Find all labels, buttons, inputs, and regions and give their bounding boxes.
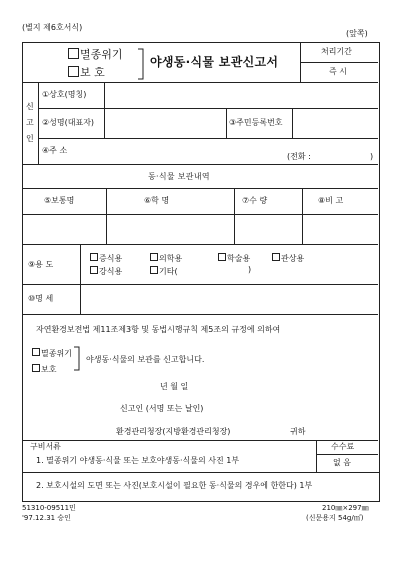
use-academic-checkbox[interactable] [218, 253, 226, 261]
specification-field[interactable] [82, 286, 376, 312]
endangered-checkbox[interactable] [68, 48, 79, 59]
business-name-label: ①상호(명칭) [42, 90, 87, 99]
processing-period-value: 즉 시 [329, 67, 347, 76]
phone-label: (전화 : [287, 152, 311, 161]
use-other-checkbox[interactable] [150, 266, 158, 274]
protected-checkbox[interactable] [68, 66, 79, 77]
use-option-breeding[interactable]: 증식용 [90, 253, 122, 263]
statement-option-endangered[interactable]: 멸종위기 [32, 348, 72, 358]
date-line: 년 월 일 [160, 382, 189, 391]
required-documents-label: 구비서류 [30, 442, 61, 451]
use-option-food[interactable]: 강식용 [90, 266, 122, 276]
title-bracket-icon [136, 47, 146, 81]
use-option-other[interactable]: 기타( [150, 266, 178, 276]
footer-approval-date: '97.12.31 승인 [22, 514, 71, 522]
resident-number-field[interactable] [294, 110, 376, 136]
processing-period-label: 처리기간 [321, 47, 352, 56]
title-option-protected: 보 호 [68, 66, 105, 78]
addressee-suffix: 귀하 [290, 427, 306, 436]
statement-endangered-checkbox[interactable] [32, 348, 40, 356]
applicant-label-2: 고 [26, 118, 34, 127]
use-other-close: ) [248, 265, 252, 274]
phone-close: ) [370, 152, 374, 161]
use-breeding-checkbox[interactable] [90, 253, 98, 261]
applicant-label-3: 인 [26, 134, 34, 143]
fee-label: 수수료 [331, 442, 355, 451]
required-document-1: 1. 멸종위기 야생동·식물 또는 보호야생동·식물의 사진 1부 [36, 456, 240, 465]
common-name-cell[interactable] [24, 216, 104, 242]
addressee: 환경관리청장(지방환경관리청장) [116, 427, 231, 436]
section-title-storage-details: 동·식물 보관내역 [148, 172, 210, 181]
title-option-endangered: 멸종위기 [68, 48, 123, 60]
footer-code: 51310-09511민 [22, 504, 76, 512]
address-label: ④주 소 [42, 146, 68, 155]
statement-option-protected[interactable]: 보호 [32, 364, 56, 374]
form-number-label: (별지 제6호서식) [22, 23, 83, 32]
resident-number-label: ③주민등록번호 [229, 118, 283, 127]
signature-line: 신고인 (서명 또는 날인) [120, 404, 204, 413]
declaration-text: 야생동·식물의 보관를 신고합니다. [86, 355, 205, 364]
page-side-label: (앞쪽) [346, 29, 368, 38]
statement-bracket-icon [72, 346, 82, 372]
fee-value: 없 음 [333, 458, 351, 467]
use-option-ornamental[interactable]: 관상용 [272, 253, 304, 263]
column-scientific-name: ⑥학 명 [144, 196, 170, 205]
use-label: ⑨용 도 [28, 260, 54, 269]
footer-paper-size: 210㎜×297㎜ [322, 504, 369, 512]
scientific-name-cell[interactable] [108, 216, 232, 242]
legal-statement: 자연환경보전법 제11조제3항 및 동법시행규칙 제5조의 규정에 의하여 [36, 325, 281, 334]
column-common-name: ⑤보통명 [44, 196, 75, 205]
footer-paper-type: (신문용지 54g/㎡) [306, 514, 364, 522]
specification-label: ⑩명 세 [28, 294, 54, 303]
statement-protected-checkbox[interactable] [32, 364, 40, 372]
use-food-checkbox[interactable] [90, 266, 98, 274]
business-name-field[interactable] [106, 84, 374, 106]
quantity-cell[interactable] [236, 216, 300, 242]
required-document-2: 2. 보호시설의 도면 또는 사진(보호시설이 필요한 동·식물의 경우에 한한다) 1부 [36, 481, 313, 490]
use-option-academic[interactable]: 학술용 [218, 253, 250, 263]
column-remarks: ⑧비 고 [318, 196, 344, 205]
remarks-cell[interactable] [304, 216, 376, 242]
applicant-label-1: 신 [26, 102, 34, 111]
name-field[interactable] [106, 110, 224, 136]
use-ornamental-checkbox[interactable] [272, 253, 280, 261]
address-field[interactable] [106, 140, 374, 162]
use-option-medical[interactable]: 의학용 [150, 253, 182, 263]
name-label: ②성명(대표자) [42, 118, 95, 127]
form-title: 야생동·식물 보관신고서 [150, 55, 279, 69]
use-medical-checkbox[interactable] [150, 253, 158, 261]
column-quantity: ⑦수 량 [242, 196, 268, 205]
